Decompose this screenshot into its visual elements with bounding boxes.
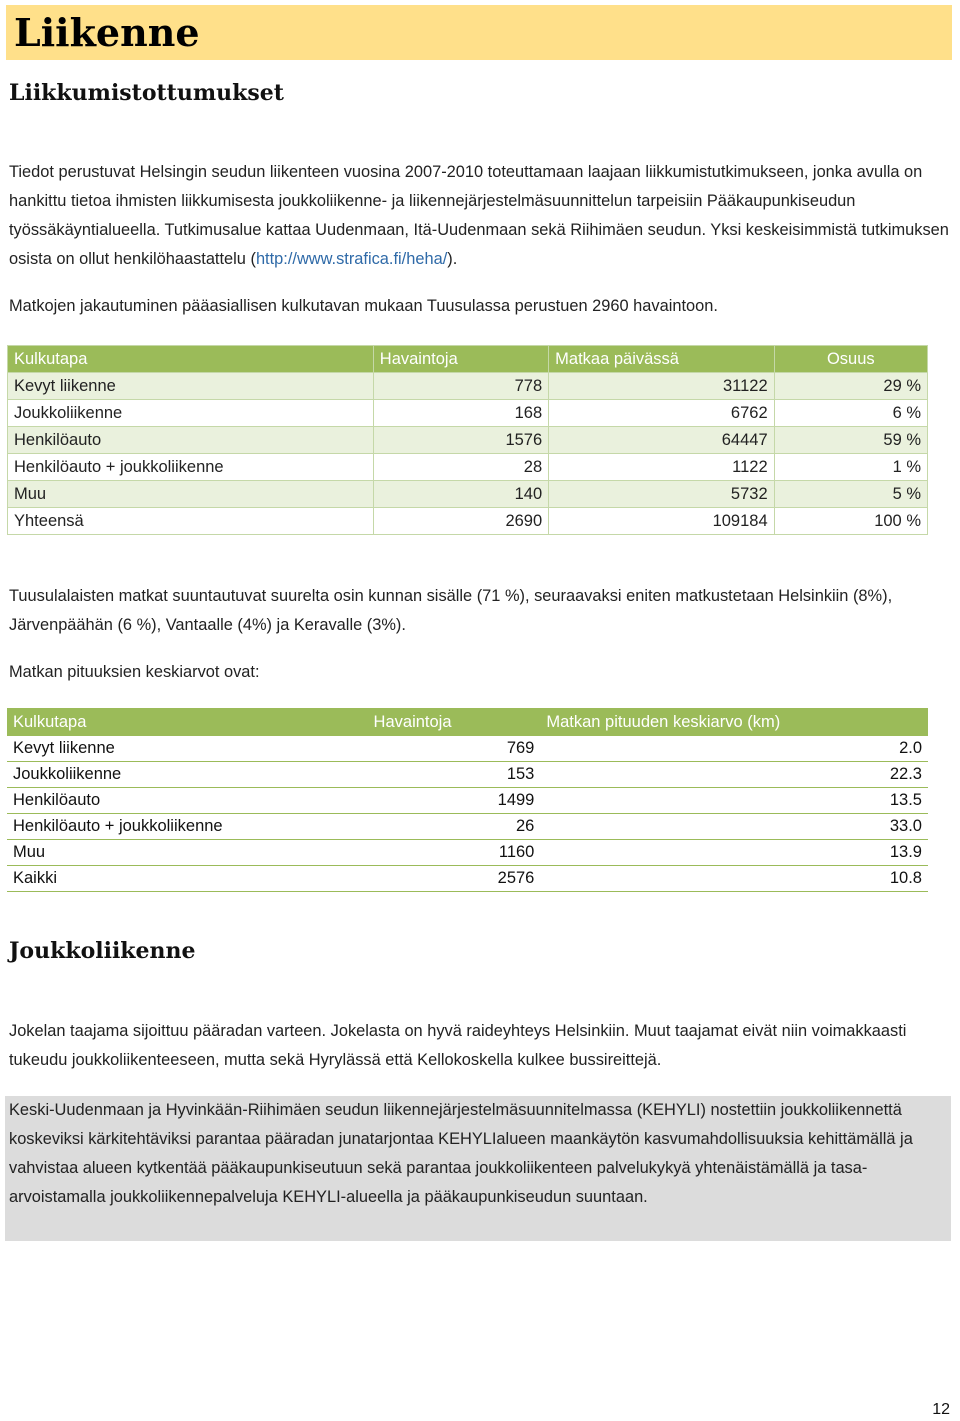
row-label-cell: Joukkoliikenne — [7, 762, 368, 788]
kehyli-callout — [5, 1096, 951, 1241]
value-cell: 26 — [368, 814, 541, 840]
value-cell: 59 % — [774, 427, 927, 454]
value-cell: 1499 — [368, 788, 541, 814]
value-cell: 100 % — [774, 508, 927, 535]
value-cell: 1 % — [774, 454, 927, 481]
table-row — [7, 788, 928, 814]
table-row — [8, 454, 928, 481]
row-label-cell: Kaikki — [7, 866, 368, 892]
value-cell: 769 — [368, 736, 541, 762]
intro-paragraph — [9, 158, 951, 274]
row-label-cell: Henkilöauto + joukkoliikenne — [8, 454, 374, 481]
table-row — [8, 427, 928, 454]
intro-after: ). — [447, 250, 458, 268]
value-cell: 10.8 — [540, 866, 928, 892]
section-heading-liikkumistottumukset: Liikkumistottumukset — [9, 80, 284, 106]
row-label-cell: Henkilöauto — [8, 427, 374, 454]
table-row — [8, 373, 928, 400]
col-header: Matkaa päivässä — [549, 346, 774, 373]
value-cell: 6762 — [549, 400, 774, 427]
col-header: Havaintoja — [368, 708, 541, 736]
row-label-cell: Muu — [7, 840, 368, 866]
col-header: Kulkutapa — [7, 708, 368, 736]
value-cell: 778 — [373, 373, 548, 400]
page-number: 12 — [932, 1401, 950, 1418]
value-cell: 13.5 — [540, 788, 928, 814]
value-cell: 2576 — [368, 866, 541, 892]
value-cell: 13.9 — [540, 840, 928, 866]
row-label-cell: Joukkoliikenne — [8, 400, 374, 427]
value-cell: 28 — [373, 454, 548, 481]
table-header-row — [7, 708, 928, 736]
direction-paragraph: Tuusulalaisten matkat suuntautuvat suurelta osin kunnan sisälle (71 %), seuraavaksi eniten matkustetaan Helsinkiin (8%), Järvenpäähän (6 %), Vantaalle (4%) ja Keravalle (3%). — [9, 587, 893, 634]
col-header: Havaintoja — [373, 346, 548, 373]
table-header-row — [8, 346, 928, 373]
value-cell: 5 % — [774, 481, 927, 508]
value-cell: 109184 — [549, 508, 774, 535]
value-cell: 2690 — [373, 508, 548, 535]
table-row — [7, 866, 928, 892]
joukkoliikenne-paragraph: Jokelan taajama sijoittuu pääradan varteen. Jokelasta on hyvä raideyhteys Helsinkiin. Muut taajamat eivät niin voimakkaasti tukeudu joukkoliikenteeseen, mutta sekä Hyrylässä että Kellokoskella kulkee bussireittejä. — [9, 1022, 907, 1069]
table2-caption: Matkan pituuksien keskiarvot ovat: — [9, 663, 260, 681]
table-row — [7, 840, 928, 866]
value-cell: 29 % — [774, 373, 927, 400]
trip-length-table — [7, 708, 928, 892]
table1-caption: Matkojen jakautuminen pääasiallisen kulkutavan mukaan Tuusulassa perustuen 2960 havaintoon. — [9, 297, 718, 315]
value-cell: 6 % — [774, 400, 927, 427]
table-row — [7, 736, 928, 762]
value-cell: 153 — [368, 762, 541, 788]
table-row — [8, 481, 928, 508]
col-header: Kulkutapa — [8, 346, 374, 373]
value-cell: 5732 — [549, 481, 774, 508]
table-row — [8, 400, 928, 427]
row-label-cell: Muu — [8, 481, 374, 508]
section-heading-joukkoliikenne: Joukkoliikenne — [9, 938, 196, 964]
col-header: Matkan pituuden keskiarvo (km) — [540, 708, 928, 736]
strafica-link[interactable]: http://www.strafica.fi/heha/ — [255, 250, 448, 268]
value-cell: 140 — [373, 481, 548, 508]
table-row — [7, 762, 928, 788]
table-row — [8, 508, 928, 535]
row-label-cell: Kevyt liikenne — [7, 736, 368, 762]
value-cell: 1122 — [549, 454, 774, 481]
value-cell: 64447 — [549, 427, 774, 454]
value-cell: 33.0 — [540, 814, 928, 840]
title-banner — [6, 5, 952, 60]
value-cell: 31122 — [549, 373, 774, 400]
intro-text: Tiedot perustuvat Helsingin seudun liikenteen vuosina 2007-2010 toteuttamaan laajaan liikkumistutkimukseen, jonka avulla on hankittu tietoa ihmisten liikkumisesta joukkoliikenne- ja liikennejärjestelmäsuunnittelun tarpeisiin Pääkaupunkiseudun työssäkäyntialueella. Tutkimusalue kattaa Uudenmaan, Itä-Uudenmaan sekä Riihimäen seudun. Yksi keskeisimmistä tutkimuksen osista on ollut henkilöhaastattelu ( — [9, 163, 949, 268]
row-label-cell: Kevyt liikenne — [8, 373, 374, 400]
value-cell: 2.0 — [540, 736, 928, 762]
value-cell: 22.3 — [540, 762, 928, 788]
col-header: Osuus — [774, 346, 927, 373]
value-cell: 1576 — [373, 427, 548, 454]
travel-mode-table — [7, 345, 928, 535]
kehyli-text: Keski-Uudenmaan ja Hyvinkään-Riihimäen seudun liikennejärjestelmäsuunnitelmassa (KEHYLI) nostettiin joukkoliikennettä koskeviksi kärkitehtäviksi parantaa pääradan junatarjontaa KEHYLIalueen maankäytön kasvumahdollisuuksia kehittämällä ja vahvistaa alueen kytkentää pääkaupunkiseutuun sekä parantaa joukkoliikenteen palvelukykyä yhtenäistämällä ja tasa-arvoistamalla joukkoliikennepalveluja KEHYLI-alueella ja pääkaupunkiseudun suuntaan. — [9, 1101, 913, 1206]
row-label-cell: Henkilöauto — [7, 788, 368, 814]
table-row — [7, 814, 928, 840]
row-label-cell: Yhteensä — [8, 508, 374, 535]
page-title: Liikenne — [14, 10, 200, 55]
value-cell: 168 — [373, 400, 548, 427]
row-label-cell: Henkilöauto + joukkoliikenne — [7, 814, 368, 840]
value-cell: 1160 — [368, 840, 541, 866]
